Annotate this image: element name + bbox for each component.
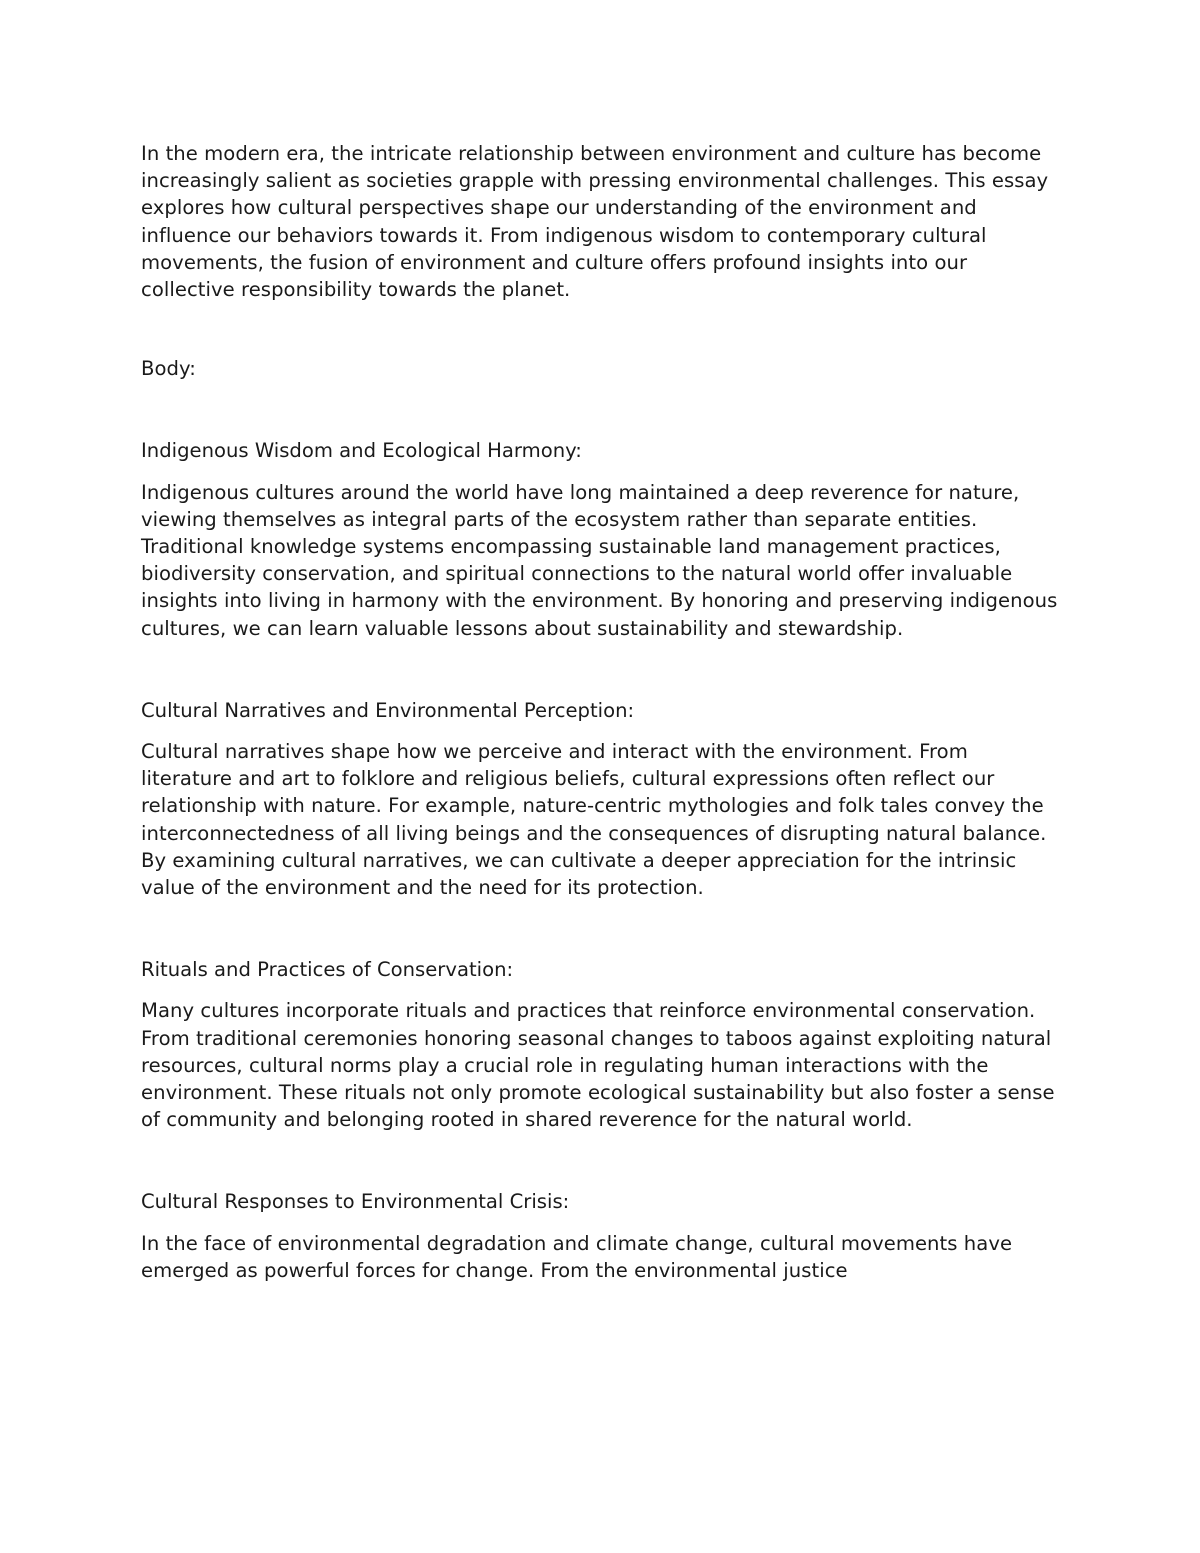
intro-paragraph: In the modern era, the intricate relationship between environment and culture has become increasingly salient as societies grapple with pressing environmental challenges. This essay explores how cultural perspectives shape our understanding of the environment and influence our behaviors towards it. From indigenous wisdom to contemporary cultural movements, the fusion of environment and culture offers profound insights into our collective responsibility towards the planet. <box>141 142 1049 302</box>
body-label: Body: <box>141 357 196 381</box>
section-heading-rituals: Rituals and Practices of Conservation: <box>141 958 514 982</box>
section-heading-cultural-narratives: Cultural Narratives and Environmental Perception: <box>141 698 635 722</box>
section-heading-cultural-responses: Cultural Responses to Environmental Crisis: <box>141 1190 570 1214</box>
section-text-indigenous-wisdom: Indigenous cultures around the world have long maintained a deep reverence for nature, viewing themselves as integral parts of the ecosystem rather than separate entities. Traditional knowledge systems encompassing sustainable land management practices, biodiversity conservation, and spiritual connections to the natural world offer invaluable insights into living in harmony with the environment. By honoring and preserving indigenous cultures, we can learn valuable lessons about sustainability and stewardship. <box>141 480 1058 640</box>
section-text-cultural-narratives: Cultural narratives shape how we perceive and interact with the environment. From literature and art to folklore and religious beliefs, cultural expressions often reflect our relationship with nature. For example, nature-centric mythologies and folk tales convey the interconnectedness of all living beings and the consequences of disrupting natural balance. By examining cultural narratives, we can cultivate a deeper appreciation for the intrinsic value of the environment and the need for its protection. <box>141 740 1047 900</box>
section-text-cultural-responses: In the face of environmental degradation and climate change, cultural movements have emerged as powerful forces for change. From the environmental justice <box>141 1231 1013 1282</box>
document-content <box>141 140 1061 1284</box>
section-text-rituals: Many cultures incorporate rituals and practices that reinforce environmental conservation. From traditional ceremonies honoring seasonal changes to taboos against exploiting natural resources, cultural norms play a crucial role in regulating human interactions with the environment. These rituals not only promote ecological sustainability but also foster a sense of community and belonging rooted in shared reverence for the natural world. <box>141 999 1055 1132</box>
section-heading-indigenous-wisdom: Indigenous Wisdom and Ecological Harmony: <box>141 439 582 463</box>
